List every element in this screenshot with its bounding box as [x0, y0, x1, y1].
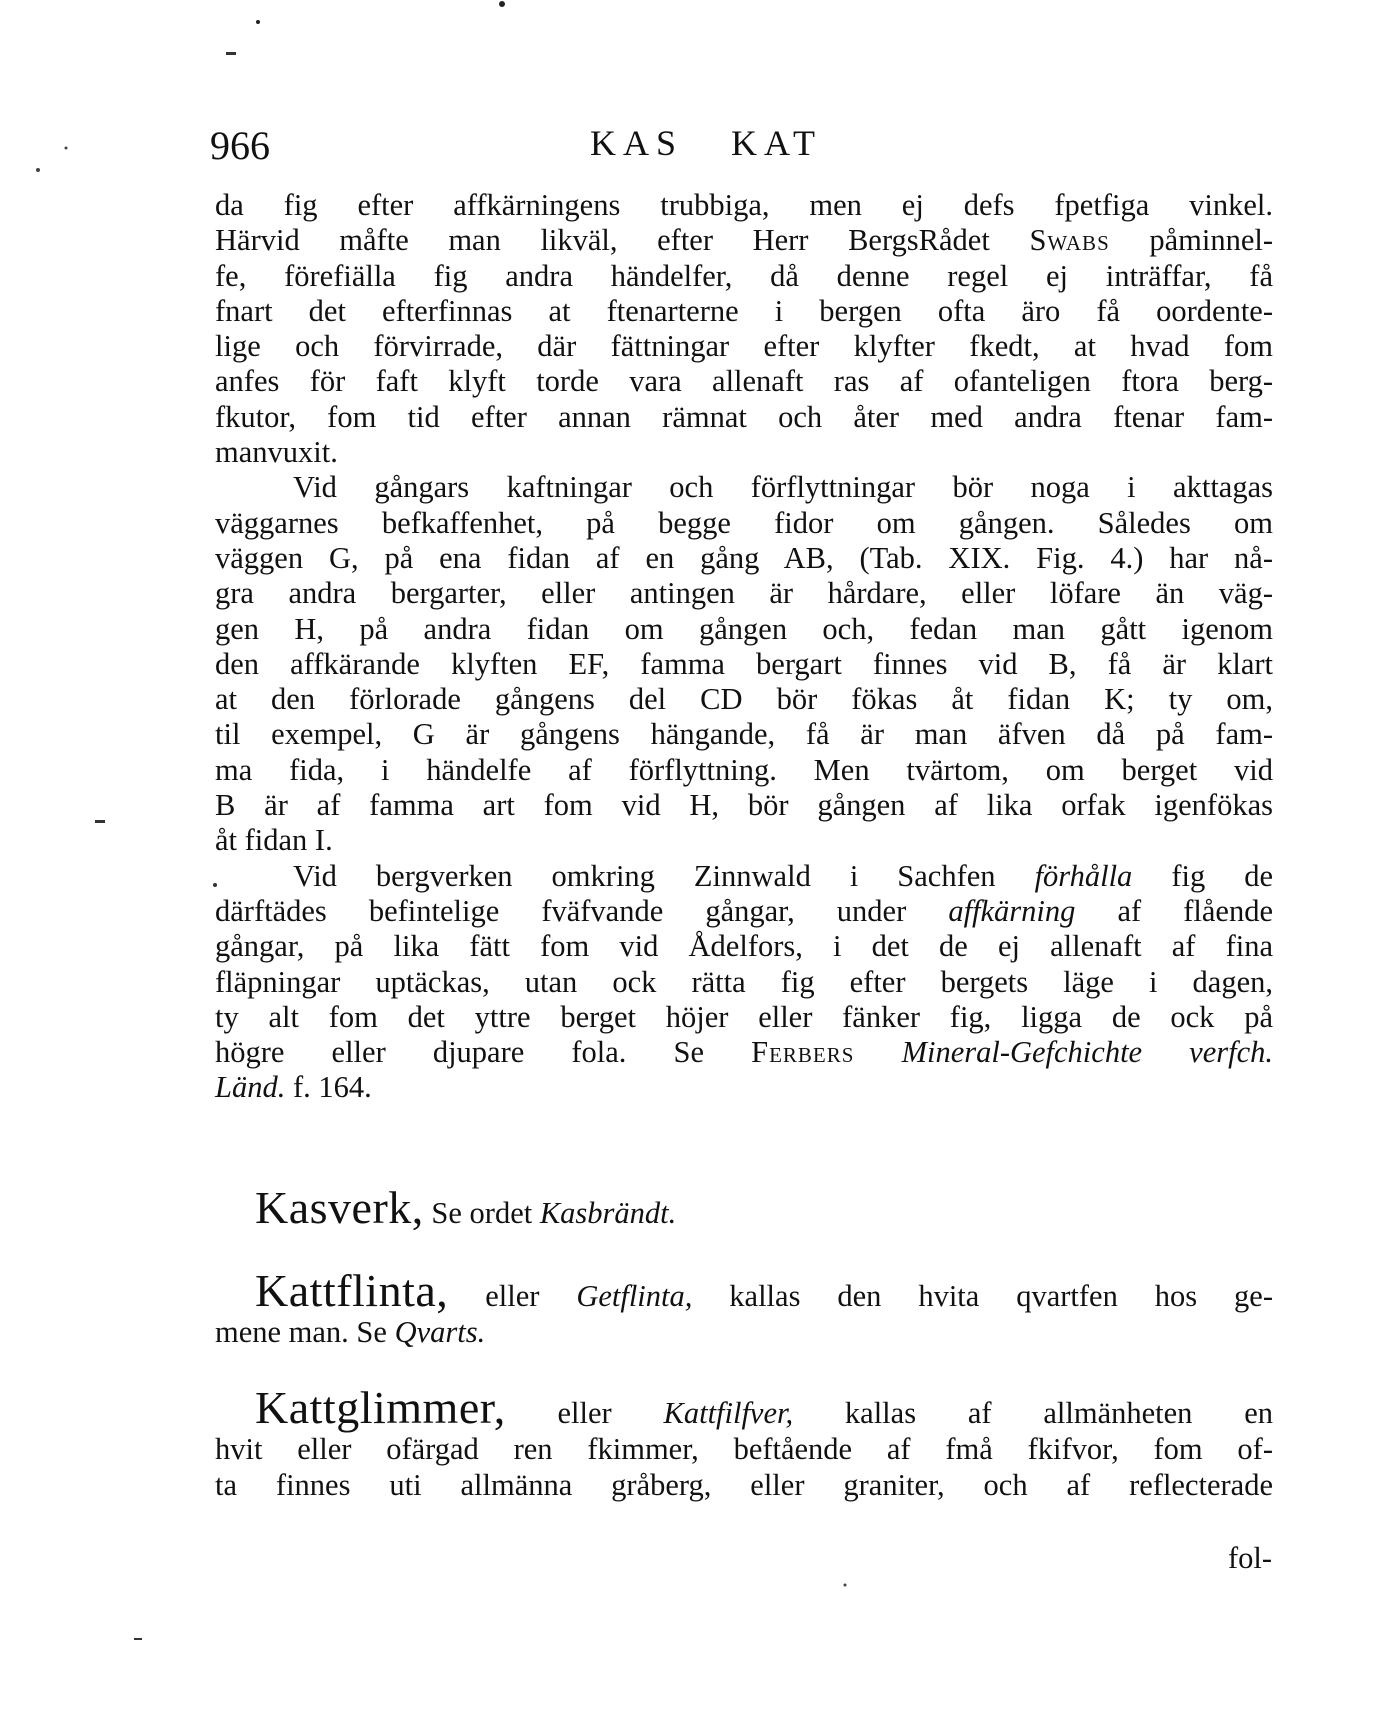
cross-reference: Kasbrändt.: [539, 1196, 677, 1230]
paragraph-1: [215, 188, 1273, 470]
text-line: [215, 894, 1273, 929]
text-line: [215, 859, 1273, 894]
entry-kasverk: [255, 1182, 677, 1233]
text-segment: af flående: [1075, 893, 1273, 928]
text-line: gen H, på andra fidan om gången och, fedan man gått igenom: [215, 611, 1273, 646]
text-line: at den förlorade gångens del CD bör fökas åt fidan K; ty om,: [215, 682, 1273, 717]
text-line: [215, 1265, 1273, 1316]
text-line: anfes för faft klyft torde vara allenaft ras af ofanteligen ftora berg-: [215, 364, 1273, 399]
text-line: fläpningar uptäckas, utan ock rätta fig efter bergets läge i dagen,: [215, 964, 1273, 999]
text-line: väggarnes befkaffenhet, på begge fidor om gången. Således om: [215, 505, 1273, 540]
text-line: Vid gångars kaftningar och förflyttningar bör noga i akttagas: [293, 470, 1273, 505]
catchword: fol-: [1227, 1541, 1272, 1575]
text-segment: mene man. Se: [215, 1315, 395, 1349]
text-line: lige och förvirrade, där fättningar efter klyfter fkedt, at hvad fom: [215, 329, 1273, 364]
headword: Kattglimmer,: [255, 1382, 506, 1433]
text-segment: eller: [505, 1396, 664, 1430]
running-head-right: KAT: [731, 123, 823, 163]
headword: Kattflinta,: [255, 1265, 449, 1316]
text-line: da fig efter affkärningens trubbiga, men ej defs fpetfiga vinkel.: [215, 188, 1273, 222]
speck: [226, 52, 236, 55]
text-line: ma fida, i händelfe af förflyttning. Men tvärtom, om berget vid: [215, 752, 1273, 787]
text-line: ty alt fom det yttre berget höjer eller fänker fig, ligga de ock på: [215, 999, 1273, 1034]
running-head: [590, 122, 870, 164]
text-line: [215, 1314, 1273, 1350]
text-line: åt fidan I.: [215, 823, 333, 858]
text-line: fe, förefiälla fig andra händelfer, då denne regel ej inträffar, få: [215, 258, 1273, 293]
synonym: Getflinta,: [576, 1279, 693, 1313]
text-segment: eller: [448, 1279, 577, 1313]
text-line: gra andra bergarter, eller antingen är hårdare, eller löfare än väg-: [215, 576, 1273, 611]
text-segment: högre eller djupare fola. Se: [215, 1035, 752, 1070]
speck: [95, 820, 105, 823]
paragraph-3: [215, 859, 1273, 1106]
synonym: Kattfilfver,: [663, 1396, 794, 1430]
page-number: 966: [210, 123, 270, 168]
book-title-end: Länd.: [215, 1070, 286, 1105]
speck: [65, 147, 68, 150]
entry-kattglimmer: [215, 1382, 1273, 1503]
text-line: [215, 1035, 1273, 1070]
speck: [844, 1584, 847, 1587]
text-line: hvit eller ofärgad ren fkimmer, beftående af fmå fkifvor, fom of-: [215, 1432, 1273, 1466]
paragraph-2: [215, 470, 1273, 858]
text-line: [215, 1382, 1273, 1433]
text-segment: kallas den hvita qvartfen hos ge-: [692, 1279, 1273, 1313]
text-line: til exempel, G är gångens hängande, få är man äfven då på fam-: [215, 717, 1273, 752]
text-segment: kallas af allmänheten en: [793, 1396, 1273, 1430]
text-line: B är af famma art fom vid H, bör gången af lika orfak igenfökas: [215, 788, 1273, 823]
page-reference: f. 164.: [285, 1070, 372, 1105]
author-name: Swabs: [1029, 223, 1110, 258]
entry-kattflinta: [215, 1265, 1273, 1350]
text-line: manvuxit.: [215, 435, 338, 470]
author-name: Ferbers: [751, 1035, 855, 1070]
italic-word: affkärning: [948, 893, 1076, 928]
text-line: den affkärande klyften EF, famma bergart finnes vid B, få är klart: [215, 646, 1273, 681]
text-line: [215, 223, 1273, 258]
text-line: fnart det efterfinnas at ftenarterne i bergen ofta äro få oordente-: [215, 293, 1273, 328]
text-segment: Vid bergverken omkring Zinnwald i Sachfen: [293, 858, 1035, 893]
speck: [36, 168, 40, 172]
text-segment: därftädes befintelige fväfvande gångar, under: [215, 893, 949, 928]
book-title: Mineral-Gefchichte verfch.: [901, 1035, 1274, 1070]
page-header: [210, 122, 1270, 172]
speck: [499, 1, 505, 7]
italic-word: förhålla: [1034, 858, 1133, 893]
headword: Kasverk,: [255, 1182, 424, 1233]
text-segment: Se ordet: [423, 1196, 540, 1230]
text-segment: Härvid måfte man likväl, efter Herr BergsRådet: [215, 223, 990, 258]
text-line: väggen G, på ena fidan af en gång AB, (Tab. XIX. Fig. 4.) har nå-: [215, 540, 1273, 575]
text-line: ta finnes uti allmänna gråberg, eller graniter, och af reflecterade: [215, 1468, 1273, 1502]
text-line: [215, 1070, 1273, 1105]
text-line: gångar, på lika fätt fom vid Ådelfors, i det de ej allenaft af fina: [215, 929, 1273, 964]
speck: [256, 20, 260, 24]
text-line: fkutor, fom tid efter annan rämnat och åter med andra ftenar fam-: [215, 399, 1273, 434]
main-text: [215, 188, 1273, 1106]
running-head-left: KAS: [590, 123, 684, 163]
text-segment: fig de: [1132, 858, 1273, 893]
speck: [134, 1638, 142, 1640]
text-segment: påminnel-: [1149, 223, 1274, 258]
cross-reference: Qvarts.: [394, 1315, 486, 1349]
